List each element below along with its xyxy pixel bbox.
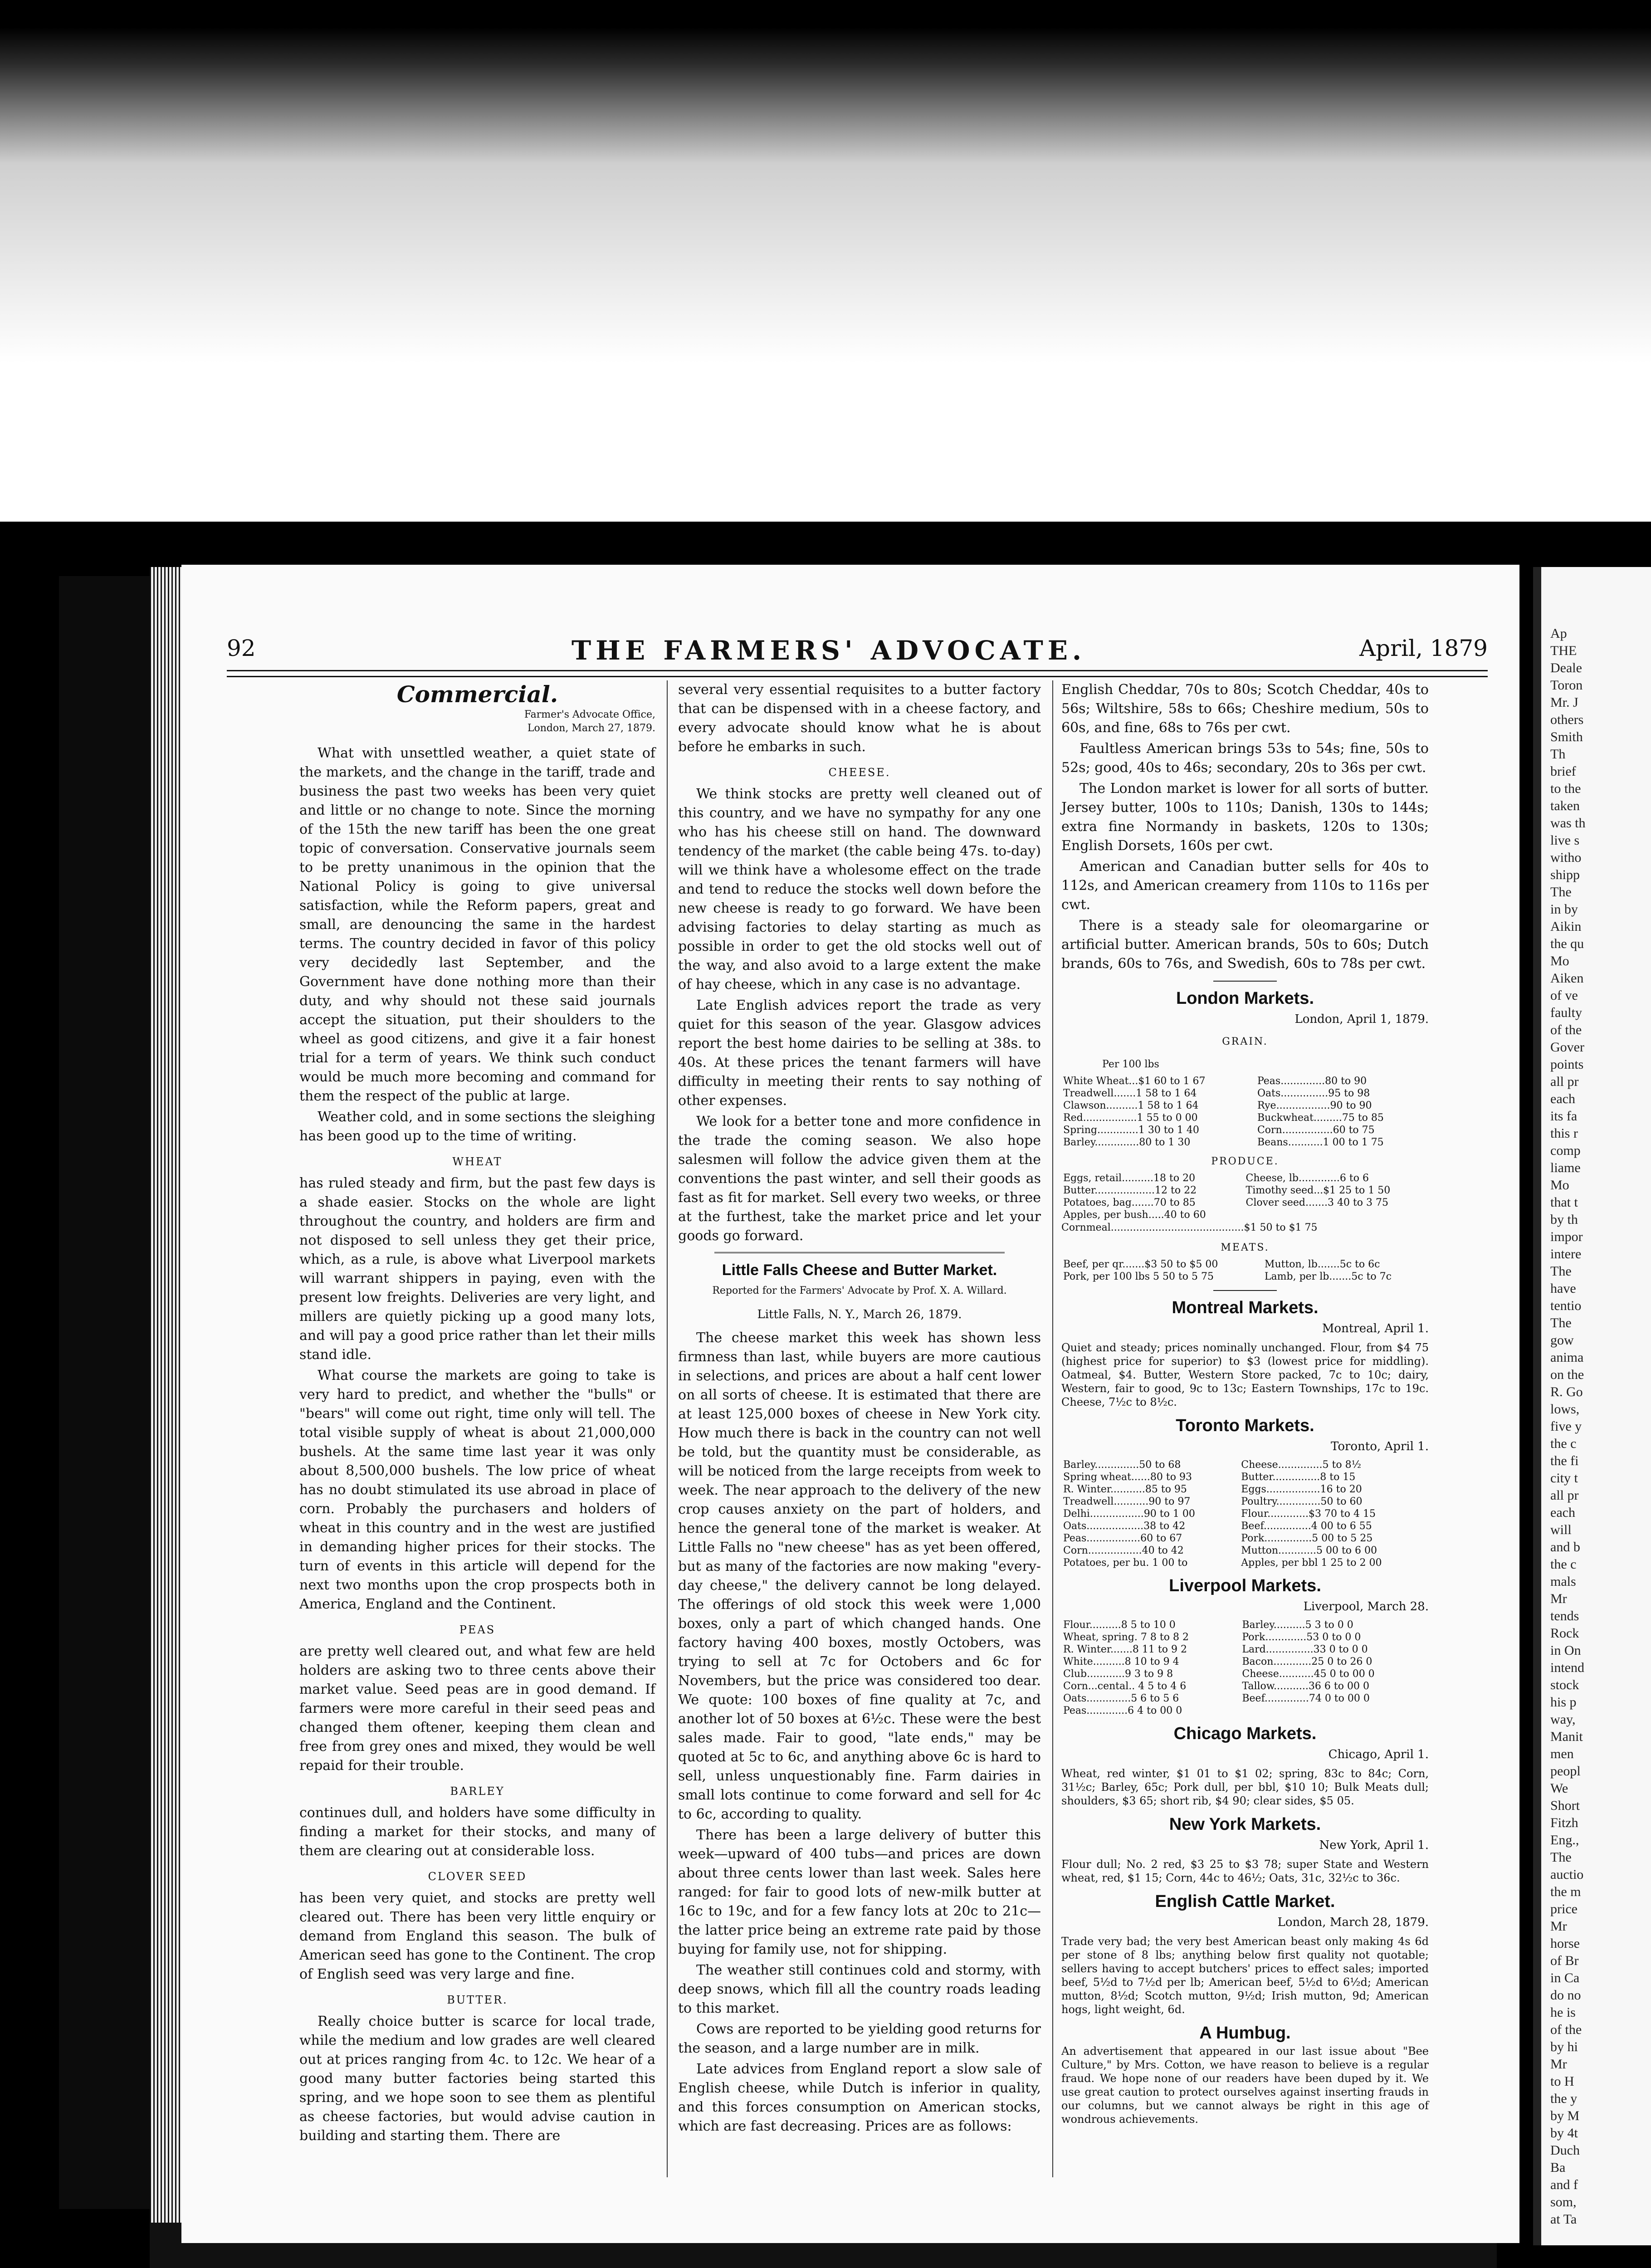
toronto-cell: Peas.................60 to 67 — [1063, 1533, 1182, 1544]
facing-page-text: shipp — [1550, 867, 1580, 882]
facing-page-text: faulty — [1550, 1005, 1582, 1020]
chicago-text: Wheat, red winter, $1 01 to $1 02; spring, 83c to 84c; Corn, 31½c; Barley, 65c; Pork dull, per bbl, $10 10; Bulk Meats dull; shoulders, $3 65; short rib, $4 90; clear sides, $5 05. — [1061, 1767, 1429, 1807]
facing-page-text: Duch — [1550, 2143, 1580, 2158]
facing-page-text: R. Go — [1550, 1384, 1583, 1399]
paragraph: Late English advices report the trade as very quiet for this season of the year. Glasgow advices report the best home dairies to be selling at 38s. to 40s. At these prices the tenant farmers will have difficulty in meeting their rents to say nothing of other expenses. — [678, 997, 1041, 1109]
facing-page-text: lows, — [1550, 1402, 1580, 1417]
grain-cell: Beans...........1 00 to 1 75 — [1257, 1137, 1384, 1148]
facing-page-text: tentio — [1550, 1298, 1582, 1313]
toronto-date: Toronto, April 1. — [1331, 1440, 1429, 1453]
grain-head: GRAIN. — [1222, 1036, 1268, 1047]
subhead-barley: BARLEY — [450, 1785, 505, 1798]
toronto-row — [1061, 1545, 1429, 1557]
liverpool-row — [1061, 1680, 1429, 1692]
paragraph: The weather still continues cold and stormy, with deep snows, which fill all the country roads leading to this market. — [678, 1962, 1041, 2016]
liverpool-cell: Bacon............25 0 to 26 0 — [1242, 1656, 1373, 1667]
facing-page-text: five y — [1550, 1419, 1582, 1434]
humbug-text: An advertisement that appeared in our last issue about "Bee Culture," by Mrs. Cotton, we have reason to believe is a regular fraud. We hope none of our readers have been duped by it. We use great caution to protect ourselves against inserting frauds in our columns, but we cannot always be right in this age of wondrous achievements. — [1061, 2045, 1429, 2126]
meats-table — [1061, 1258, 1429, 1283]
facing-page-text: each — [1550, 1091, 1575, 1106]
facing-page-text: others — [1550, 712, 1584, 727]
grain-cell: Treadwell.......1 58 to 1 64 — [1063, 1088, 1197, 1099]
grain-row — [1061, 1136, 1429, 1149]
facing-page-text: The — [1550, 1315, 1572, 1330]
facing-page-text: horse — [1550, 1936, 1580, 1951]
grain-row — [1061, 1075, 1429, 1087]
facing-page-text: anima — [1550, 1350, 1584, 1365]
montreal-date: Montreal, April 1. — [1322, 1322, 1429, 1335]
london-date: London, April 1, 1879. — [1294, 1012, 1429, 1026]
facing-page-text: We — [1550, 1781, 1568, 1796]
facing-page-text: in On — [1550, 1643, 1581, 1658]
paragraph: Late advices from England report a slow sale of English cheese, while Dutch is inferior in quality, and this forces consumption on American stocks, which are fast decreasing. Prices are as follows: — [678, 2061, 1041, 2134]
facing-page-text: on the — [1550, 1367, 1584, 1382]
english-cattle-market-title: English Cattle Market. — [1155, 1892, 1335, 1911]
facing-page-text: witho — [1550, 850, 1582, 865]
facing-page-text: all pr — [1550, 1074, 1579, 1089]
facing-page-text: have — [1550, 1281, 1576, 1296]
liverpool-cell: Peas.............6 4 to 00 0 — [1063, 1705, 1182, 1716]
paragraph: There is a steady sale for oleomargarine or artificial butter. American brands, 50s to 60s; Dutch brands, 60s to 76s, and Swedish, 60s to 78s per cwt. — [1061, 918, 1429, 972]
facing-page-text: of Br — [1550, 1953, 1579, 1968]
facing-page-text: som, — [1550, 2195, 1577, 2209]
facing-page-text: tends — [1550, 1608, 1579, 1623]
subhead-clover-seed: CLOVER SEED — [428, 1870, 527, 1883]
facing-page-text: in Ca — [1550, 1970, 1580, 1985]
facing-page-text: Th — [1550, 747, 1566, 762]
toronto-cell: Apples, per bbl 1 25 to 2 00 — [1241, 1557, 1382, 1569]
subhead-peas: PEAS — [459, 1623, 496, 1636]
paragraph: We look for a better tone and more confidence in the trade the coming season. We also hope salesmen will follow the advice given them at the conventions the past winter, and sell their goods as fast as fit for market. Sell every two weeks, or three at the furthest, take the market price and let your goods go forward. — [678, 1114, 1041, 1244]
facing-page-text: each — [1550, 1505, 1575, 1520]
paragraph: has ruled steady and firm, but the past few days is a shade easier. Stocks on the whole are light throughout the country, and holders are firm and not disposed to sell unless they get their price, which, as a rule, is above what Liverpool markets will warrant shippers in paying, even with the present low freights. Deliveries are very light, and millers are quietly picking up a good many lots, and will pay a good price rather than let their mills stand idle. — [299, 1175, 655, 1363]
liverpool-cell: White..........8 10 to 9 4 — [1063, 1656, 1179, 1667]
liverpool-date: Liverpool, March 28. — [1303, 1600, 1429, 1613]
facing-page-text: that t — [1550, 1195, 1578, 1210]
meats-head: MEATS. — [1221, 1242, 1270, 1253]
meat-cell: Mutton, lb.......5c to 6c — [1264, 1259, 1380, 1270]
liverpool-row — [1061, 1705, 1429, 1717]
paragraph: We think stocks are pretty well cleaned out of this country, and we have no sympathy for any one who has his cheese still on hand. The downward tendency of the market (the cable being 47s. to-day) will we think have a wholesome effect on the trade and tend to reduce the stocks well down before the new cheese is ready to go forward. We have been advising factories to delay starting as much as possible in order to get the old stocks well out of the way, and also avoid to a large extent the make of hay cheese, which in any case is no advantage. — [678, 786, 1041, 992]
facing-page-text: his p — [1550, 1695, 1577, 1710]
facing-page-text: stock — [1550, 1677, 1579, 1692]
facing-page-text: The — [1550, 885, 1572, 899]
paragraph: Weather cold, and in some sections the sleighing has been good up to the time of writing. — [299, 1109, 655, 1144]
facing-page-text: Mr — [1550, 1919, 1567, 1934]
facing-page-text: price — [1550, 1901, 1578, 1916]
new-york-text: Flour dull; No. 2 red, $3 25 to $3 78; super State and Western wheat, red, $1 15; Corn, 44c to 46½; Oats, 31c, 32½c to 36c. — [1061, 1858, 1429, 1884]
produce-cell: Clover seed.......3 40 to 3 75 — [1246, 1197, 1389, 1208]
paragraph: The London market is lower for all sorts of butter. Jersey butter, 100s to 110s; Danish, 130s to 144s; extra fine Normandy in baskets, 120s to 130s; English Dorsets, 160s per cwt. — [1061, 781, 1429, 854]
montreal-text: Quiet and steady; prices nominally unchanged. Flour, from $4 75 (highest price for superior) to $3 (lowest price for middling). Oatmeal, $4. Butter, Western Store packed, 7c to 10c; dairy, Western, fair to good, 9c to 13c; Eastern Townships, 17c to 19c. Cheese, 7½c to 8½c. — [1061, 1341, 1429, 1408]
facing-page-text: and b — [1550, 1540, 1580, 1554]
facing-page-text: live s — [1550, 833, 1580, 848]
facing-page-text: Mr. J — [1550, 695, 1578, 710]
grain-row — [1061, 1100, 1429, 1112]
facing-page-text: impor — [1550, 1229, 1583, 1244]
page-header — [227, 635, 1506, 667]
facing-page-text: intend — [1550, 1660, 1584, 1675]
facing-page-text: Aiken — [1550, 971, 1584, 986]
paragraph: The cheese market this week has shown less firmness than last, while buyers are more cautious in selections, and prices are about a half cent lower on all sorts of cheese. It is estimated that there are at least 125,000 boxes of cheese in New York city. How much there is back in the country can not well be told, but the quantity must be considerable, as will be noticed from the large receipts from week to week. The near approach to the delivery of the new crop causes anxiety on the part of holders, and hence the general tone of the market is weaker. At Little Falls no "new cheese" has as yet been offered, but as many of the factories are now making "every-day cheese," the delivery cannot be long delayed. The offerings of old stock this week were 1,000 boxes, only a part of which changed hands. One factory having 400 boxes, mostly Octobers, was trying to sell at 7c for Octobers and 6c for Novembers, but the price was considered too dear. We quote: 100 boxes of fine quality at 7c, and another lot of 50 boxes at 6½c. These were the best sales made. Fair to good, "late ends," may be quoted at 5c to 6c, and anything above 6c is hard to sell, unless unquestionably fine. Farm dairies in small lots continue to come forward and sell for 4c to 6c, according to quality. — [678, 1330, 1041, 1822]
toronto-row — [1061, 1483, 1429, 1496]
facing-page-text: of the — [1550, 2022, 1582, 2037]
london-markets-title: London Markets. — [1176, 989, 1314, 1008]
facing-page-text: he is — [1550, 2005, 1576, 2020]
facing-page-text: brief — [1550, 764, 1576, 779]
liverpool-cell: Pork.............53 0 to 0 0 — [1242, 1632, 1361, 1643]
toronto-row — [1061, 1459, 1429, 1471]
new-york-date: New York, April 1. — [1319, 1838, 1429, 1852]
subhead-cheese: CHEESE. — [828, 766, 891, 779]
facing-page-text: by M — [1550, 2108, 1580, 2123]
liverpool-cell: Barley..........5 3 to 0 0 — [1242, 1619, 1353, 1631]
facing-page-text: Smith — [1550, 729, 1583, 744]
toronto-cell: R. Winter...........85 to 95 — [1063, 1484, 1187, 1495]
new-york-markets-title: New York Markets. — [1169, 1815, 1321, 1834]
toronto-cell: Eggs.................16 to 20 — [1241, 1484, 1362, 1495]
facing-page-text: at Ta — [1550, 2212, 1577, 2227]
liverpool-cell: Club............9 3 to 9 8 — [1063, 1668, 1173, 1680]
meat-cell: Pork, per 100 lbs 5 50 to 5 75 — [1063, 1271, 1214, 1282]
facing-page-text: liame — [1550, 1160, 1581, 1175]
facing-page-text: Aikin — [1550, 919, 1582, 934]
liverpool-row — [1061, 1668, 1429, 1680]
facing-page-text: city t — [1550, 1471, 1578, 1486]
produce-cell: Eggs, retail..........18 to 20 — [1063, 1173, 1196, 1184]
facing-page-text: taken — [1550, 798, 1580, 813]
page-number: 92 — [227, 635, 256, 661]
facing-page-text: mals — [1550, 1574, 1576, 1589]
liverpool-markets-title: Liverpool Markets. — [1169, 1576, 1321, 1595]
office-date: London, March 27, 1879. — [527, 723, 655, 734]
grain-table — [1061, 1075, 1429, 1149]
grain-cell: Corn................60 to 75 — [1257, 1124, 1375, 1136]
facing-page-text: by th — [1550, 1212, 1578, 1227]
toronto-row — [1061, 1532, 1429, 1545]
liverpool-row — [1061, 1656, 1429, 1668]
facing-page-text: the c — [1550, 1557, 1577, 1572]
facing-page-text: comp — [1550, 1143, 1581, 1158]
facing-page-text: Mo — [1550, 1178, 1569, 1193]
toronto-cell: Pork...............5 00 to 5 25 — [1241, 1533, 1373, 1544]
paragraph: American and Canadian butter sells for 40s to 112s, and American creamery from 110s to 116s per cwt. — [1061, 859, 1429, 913]
facing-page-text: Mr — [1550, 1591, 1567, 1606]
grain-row — [1061, 1087, 1429, 1100]
paragraph: are pretty well cleared out, and what few are held holders are asking two to three cents above their market value. Seed peas are in good demand. If farmers were more careful in their seed peas and changed them oftener, keeping them clean and free from grey ones and mixed, they would be well repaid for their trouble. — [299, 1643, 655, 1774]
grain-cell: Red.................1 55 to 0 00 — [1063, 1112, 1198, 1124]
article-byline: Reported for the Farmers' Advocate by Prof. X. A. Willard. — [712, 1285, 1007, 1296]
liverpool-table — [1061, 1619, 1429, 1717]
article-dateline: Little Falls, N. Y., March 26, 1879. — [757, 1308, 962, 1321]
toronto-row — [1061, 1508, 1429, 1520]
cattle-text: Trade very bad; the very best American beast only making 4s 6d per stone of 8 lbs; anything below first quality not quotable; sellers having to accept butchers' prices to effect sales; imported beef, 5½d to 7½d per lb; American beef, 5½d to 6½d; American mutton, 8½d; Scotch mutton, 9½d; Irish mutton, 9d; American hogs, light weight, 6d. — [1061, 1935, 1429, 2016]
chicago-date: Chicago, April 1. — [1328, 1748, 1429, 1761]
toronto-cell: Delhi.................90 to 1 00 — [1063, 1508, 1195, 1520]
issue-date: April, 1879 — [1359, 635, 1488, 661]
facing-page-text: points — [1550, 1057, 1584, 1072]
produce-head: PRODUCE. — [1211, 1156, 1279, 1167]
paragraph: Faultless American brings 53s to 54s; fine, 50s to 52s; good, 40s to 46s; secondary, 20s to 36s per cwt. — [1061, 741, 1429, 776]
facing-page-text: Gover — [1550, 1040, 1584, 1055]
grain-cell: Peas..............80 to 90 — [1257, 1075, 1367, 1087]
column-markets — [1061, 680, 1429, 2130]
liverpool-cell: Cheese...........45 0 to 00 0 — [1242, 1668, 1375, 1680]
masthead: THE FARMERS' ADVOCATE. — [572, 635, 1086, 666]
facing-page-text: gow — [1550, 1333, 1574, 1348]
toronto-cell: Mutton............5 00 to 6 00 — [1241, 1545, 1377, 1556]
toronto-cell: Cheese..............5 to 8½ — [1241, 1459, 1361, 1471]
facing-page-text: Toron — [1550, 678, 1583, 693]
subhead-wheat: WHEAT — [452, 1155, 503, 1168]
facing-page-text: Ap — [1550, 626, 1567, 641]
grain-cell: Spring.............1 30 to 1 40 — [1063, 1124, 1199, 1136]
produce-row — [1061, 1197, 1429, 1209]
facing-page-text: Ba — [1550, 2160, 1566, 2175]
produce-row — [1061, 1209, 1429, 1221]
paragraph: There has been a large delivery of butter this week—upward of 400 tubs—and prices are down about three cents lower than last week. Sales here ranged: for fair to good lots of new-milk butter at 16c to 19c, and for a few fancy lots at 20c to 21c—the latter price being an extreme rate paid by those buying for family use, not for shipping. — [678, 1827, 1041, 1957]
facing-page-text: Mo — [1550, 953, 1569, 968]
facing-page-text: of ve — [1550, 988, 1578, 1003]
facing-page-text: the m — [1550, 1884, 1581, 1899]
grain-cell: Clawson..........1 58 to 1 64 — [1063, 1100, 1199, 1111]
meat-row — [1061, 1271, 1429, 1283]
paragraph: continues dull, and holders have some difficulty in finding a market for their stocks, and many of them are clearing out at considerable loss. — [299, 1805, 655, 1859]
meat-row — [1061, 1258, 1429, 1271]
toronto-table — [1061, 1459, 1429, 1569]
toronto-cell: Beef...............4 00 to 6 55 — [1241, 1520, 1372, 1532]
column-cheese — [678, 680, 1041, 2138]
liverpool-row — [1061, 1631, 1429, 1643]
toronto-row — [1061, 1496, 1429, 1508]
facing-page-text: by hi — [1550, 2039, 1578, 2054]
montreal-markets-title: Montreal Markets. — [1172, 1298, 1319, 1317]
produce-cell: Butter...................12 to 22 — [1063, 1185, 1197, 1196]
facing-page-text: the fi — [1550, 1453, 1579, 1468]
liverpool-row — [1061, 1619, 1429, 1631]
toronto-cell: Poultry..............50 to 60 — [1241, 1496, 1363, 1507]
toronto-cell: Corn.................40 to 42 — [1063, 1545, 1184, 1556]
liverpool-row — [1061, 1643, 1429, 1656]
grain-row — [1061, 1124, 1429, 1136]
facing-page-text: its fa — [1550, 1109, 1578, 1124]
liverpool-cell: Oats..............5 6 to 5 6 — [1063, 1693, 1179, 1704]
facing-page-text: was th — [1550, 816, 1586, 831]
column-rule — [1052, 680, 1053, 2177]
paragraph: several very essential requisites to a butter factory that can be dispensed with in a cheese factory, and every advocate should know what he is about before he embarks in such. — [678, 682, 1041, 755]
meat-cell: Lamb, per lb.......5c to 7c — [1264, 1271, 1392, 1282]
office-line: Farmer's Advocate Office, — [524, 709, 655, 720]
meat-cell: Beef, per qr.......$3 50 to $5 00 — [1063, 1259, 1218, 1270]
facing-page-text: The — [1550, 1264, 1572, 1279]
facing-page-fragment — [1533, 567, 1651, 2245]
liverpool-cell: Wheat, spring. 7 8 to 8 2 — [1063, 1632, 1189, 1643]
facing-page-text: Eng., — [1550, 1833, 1579, 1848]
cornmeal-row: Cornmeal..........................................$1 50 to $1 75 — [1061, 1222, 1318, 1233]
facing-page-text: the c — [1550, 1436, 1577, 1451]
grain-cell: Buckwheat.........75 to 85 — [1257, 1112, 1384, 1124]
per-100-label: Per 100 lbs — [1102, 1059, 1159, 1070]
facing-page-text: Short — [1550, 1798, 1580, 1813]
divider — [1213, 1290, 1277, 1291]
liverpool-cell — [1240, 1705, 1429, 1717]
facing-page-text: Mr — [1550, 2057, 1567, 2072]
facing-page-text: of the — [1550, 1022, 1582, 1037]
facing-page-text: way, — [1550, 1712, 1576, 1727]
paragraph: Really choice butter is scarce for local trade, while the medium and low grades are well cleared out at prices ranging from 4c. to 12c. We hear of a good many butter factories being started this spring, and we hope soon to see them as plentiful as cheese factories, but would advise caution in building and starting them. There are — [299, 2014, 655, 2144]
paragraph: What course the markets are going to take is very hard to predict, and whether the "bulls" or "bears" will come out right, time only will tell. The total visible supply of wheat is about 21,000,000 bushels. At the same time last year it was only about 8,500,000 bushels. The low price of wheat has no doubt stimulated its use abroad in place of corn. Probably the purchasers and holders of wheat in this country and in the west are justified in demanding higher prices for their stocks. The turn of events in this article will depend for the next two months upon the crop prospects both in America, England and the Continent. — [299, 1368, 655, 1612]
cattle-date: London, March 28, 1879. — [1277, 1916, 1429, 1929]
produce-cell: Timothy seed...$1 25 to 1 50 — [1246, 1185, 1391, 1196]
produce-row — [1061, 1172, 1429, 1184]
facing-page-text: do no — [1550, 1988, 1581, 2003]
facing-page-text: Rock — [1550, 1626, 1579, 1641]
produce-row — [1061, 1184, 1429, 1197]
produce-cell — [1244, 1209, 1429, 1221]
grain-cell: Rye.................90 to 90 — [1257, 1100, 1372, 1111]
facing-page-text: Deale — [1550, 660, 1582, 675]
paragraph: What with unsettled weather, a quiet state of the markets, and the change in the tariff, trade and business the past two weeks has been very quiet and little or no change to note. Since the morning of the 15th the new tariff has been the one great topic of conversation. Conservative journals seem to be pretty unanimous in the opinion that the National Policy is going to give universal satisfaction, while the Reform papers, great and small, are denouncing the same in the hardest terms. The country decided in favor of this policy very decidedly last September, and the Government have done nothing more than their duty, and why should not these said journals accept the situation, put their shoulders to the wheel as good citizens, and give it a fair honest trial for a term of years. We think such conduct would be much more becoming and command for them the respect of the public at large. — [299, 745, 655, 1104]
facing-page-text: the y — [1550, 2091, 1578, 2106]
divider — [1213, 981, 1277, 982]
facing-page-text: intere — [1550, 1246, 1582, 1261]
paragraph: Cows are reported to be yielding good returns for the season, and a large number are in milk. — [678, 2021, 1041, 2056]
toronto-row — [1061, 1471, 1429, 1483]
toronto-cell: Spring wheat......80 to 93 — [1063, 1471, 1192, 1483]
facing-page-text: this r — [1550, 1126, 1578, 1141]
grain-cell: Barley..............80 to 1 30 — [1063, 1137, 1191, 1148]
facing-page-text: men — [1550, 1746, 1574, 1761]
facing-page-text: will — [1550, 1522, 1572, 1537]
toronto-cell: Treadwell...........90 to 97 — [1063, 1496, 1191, 1507]
grain-cell: Oats...............95 to 98 — [1257, 1088, 1370, 1099]
liverpool-cell: Beef..............74 0 to 00 0 — [1242, 1693, 1370, 1704]
humbug-title: A Humbug. — [1199, 2024, 1291, 2043]
toronto-row — [1061, 1520, 1429, 1532]
column-commercial — [299, 680, 655, 2147]
toronto-cell: Oats..................38 to 42 — [1063, 1520, 1186, 1532]
facing-page-text: and f — [1550, 2177, 1578, 2192]
paragraph: English Cheddar, 70s to 80s; Scotch Cheddar, 40s to 56s; Wiltshire, 58s to 66s; Cheshire medium, 50s to 60s, and fine, 68s to 76s per cwt. — [1061, 682, 1429, 736]
facing-page-text: peopl — [1550, 1764, 1581, 1779]
liverpool-cell: Flour..........8 5 to 10 0 — [1063, 1619, 1176, 1631]
facing-page-text: the qu — [1550, 936, 1584, 951]
facing-page-text: in by — [1550, 902, 1578, 917]
column-rule — [667, 680, 668, 2177]
produce-cell: Potatoes, bag.......70 to 85 — [1063, 1197, 1196, 1208]
grain-row — [1061, 1112, 1429, 1124]
toronto-row — [1061, 1557, 1429, 1569]
liverpool-row — [1061, 1692, 1429, 1705]
book-edge — [59, 576, 150, 2209]
header-rule — [227, 670, 1488, 677]
facing-page-text: by 4t — [1550, 2126, 1578, 2141]
chicago-markets-title: Chicago Markets. — [1173, 1724, 1317, 1743]
produce-cell: Cheese, lb.............6 to 6 — [1246, 1173, 1369, 1184]
divider — [714, 1252, 1005, 1253]
paragraph: has been very quiet, and stocks are pretty well cleared out. There has been very little enquiry or demand from England this season. The bulk of American seed has gone to the Continent. The crop of English seed was very large and fine. — [299, 1890, 655, 1982]
facing-page-text: Fitzh — [1550, 1815, 1578, 1830]
liverpool-cell: Corn...cental.. 4 5 to 4 6 — [1063, 1681, 1187, 1692]
grain-cell: White Wheat...$1 60 to 1 67 — [1063, 1075, 1206, 1087]
facing-page-text: The — [1550, 1850, 1572, 1865]
toronto-markets-title: Toronto Markets. — [1176, 1416, 1314, 1435]
facing-page-text: Manit — [1550, 1729, 1583, 1744]
toronto-cell: Butter...............8 to 15 — [1241, 1471, 1356, 1483]
liverpool-cell: Lard...............33 0 to 0 0 — [1242, 1644, 1368, 1655]
produce-table — [1061, 1172, 1429, 1221]
article-title: Little Falls Cheese and Butter Market. — [722, 1261, 997, 1279]
produce-cell: Apples, per bush.....40 to 60 — [1063, 1209, 1206, 1221]
scan-top-margin — [0, 0, 1651, 522]
newspaper-page — [181, 565, 1519, 2243]
section-title: Commercial. — [396, 681, 558, 708]
facing-page-text: all pr — [1550, 1488, 1579, 1503]
toronto-cell: Flour.............$3 70 to 4 15 — [1241, 1508, 1376, 1520]
facing-page-text: THE — [1550, 643, 1577, 658]
page-stack-edge — [150, 567, 181, 2223]
subhead-butter: BUTTER. — [447, 1994, 508, 2006]
facing-page-text: auctio — [1550, 1867, 1584, 1882]
liverpool-cell: R. Winter.......8 11 to 9 2 — [1063, 1644, 1187, 1655]
facing-page-text: to the — [1550, 781, 1581, 796]
toronto-cell: Barley..............50 to 68 — [1063, 1459, 1181, 1471]
liverpool-cell: Tallow...........36 6 to 00 0 — [1242, 1681, 1369, 1692]
facing-page-text: to H — [1550, 2074, 1574, 2089]
toronto-cell: Potatoes, per bu. 1 00 to — [1063, 1557, 1188, 1569]
